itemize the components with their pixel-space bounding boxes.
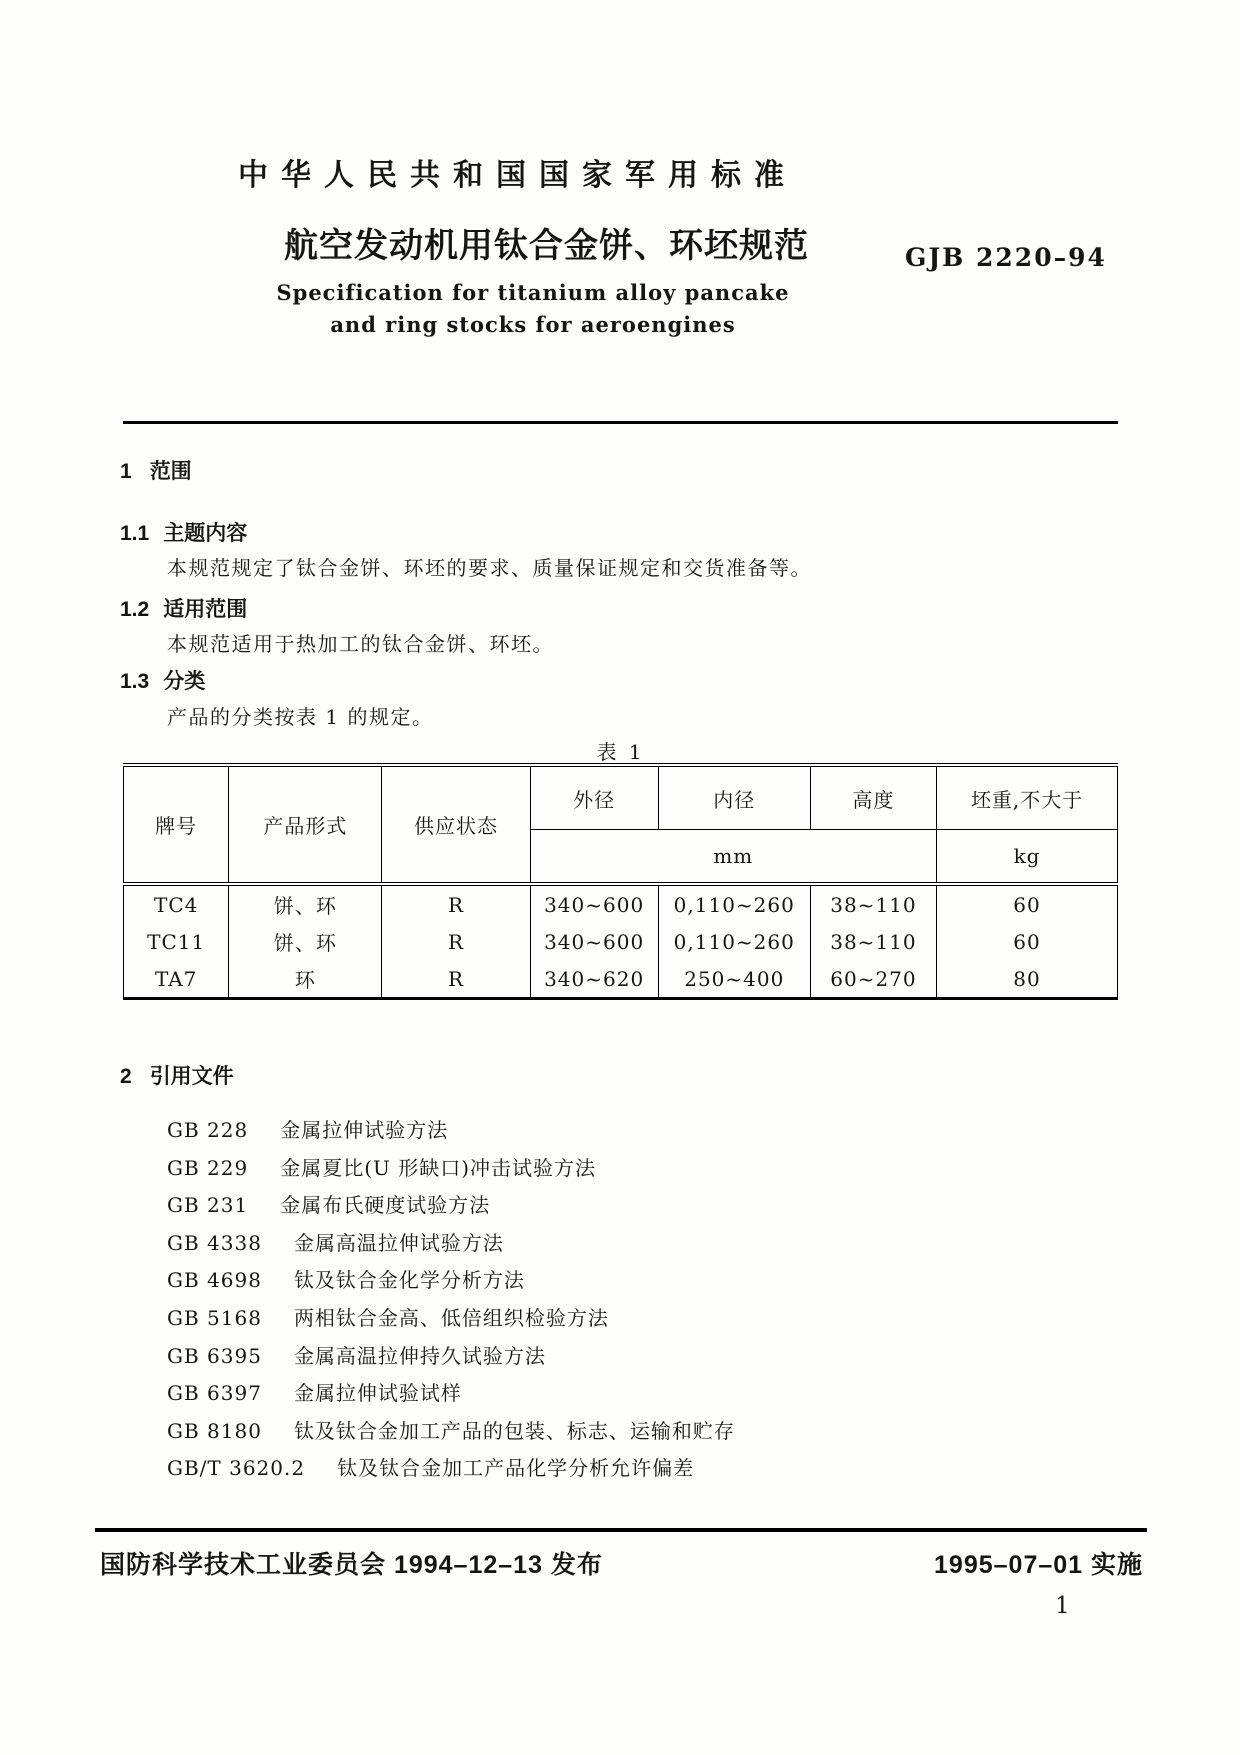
section-1-3-paragraph: 产品的分类按表 1 的规定。 <box>167 705 434 729</box>
reference-code: GB 229 <box>167 1155 249 1180</box>
reference-title: 金属拉伸试验方法 <box>280 1118 449 1142</box>
cell-form: 饼、环 <box>229 923 382 960</box>
cell-weight: 60 <box>937 884 1118 923</box>
unit-header-mm: mm <box>530 830 937 885</box>
reference-code: GB 4338 <box>167 1230 262 1255</box>
col-header-supply-state: 供应状态 <box>382 765 530 884</box>
section-1-2-heading <box>120 593 247 623</box>
section-number: 1 <box>120 460 132 483</box>
unit-header-kg: kg <box>937 830 1118 885</box>
standard-type-header: 中华人民共和国国家军用标准 <box>238 159 797 192</box>
table-row <box>124 960 1118 999</box>
reference-title: 金属夏比(U 形缺口)冲击试验方法 <box>280 1155 597 1180</box>
reference-code: GB 4698 <box>167 1268 262 1293</box>
col-header-grade: 牌号 <box>124 765 229 884</box>
list-item <box>167 1413 735 1451</box>
cell-weight: 80 <box>937 960 1118 999</box>
referenced-documents-list <box>167 1112 735 1488</box>
reference-title: 金属布氏硬度试验方法 <box>280 1193 491 1218</box>
list-item <box>167 1300 735 1338</box>
issued-by-statement: 国防科学技术工业委员会 1994–12–13 发布 <box>100 1551 603 1579</box>
col-header-product-form: 产品形式 <box>229 765 382 884</box>
reference-code: GB 228 <box>167 1118 249 1142</box>
document-title-en-line2: and ring stocks for aeroengines <box>330 312 736 337</box>
section-number: 1.2 <box>120 598 150 621</box>
reference-title: 两相钛合金高、低倍组织检验方法 <box>293 1305 609 1330</box>
section-1-2-paragraph: 本规范适用于热加工的钛合金饼、环坯。 <box>167 632 554 656</box>
col-header-weight: 坯重,不大于 <box>937 765 1118 830</box>
cell-state: R <box>382 884 530 923</box>
list-item <box>167 1338 735 1376</box>
document-title-cn: 航空发动机用钛合金饼、环坯规范 <box>284 227 809 265</box>
list-item <box>167 1112 735 1150</box>
reference-title: 钛及钛合金加工产品化学分析允许偏差 <box>337 1456 695 1481</box>
table-1-caption: 表 1 <box>596 740 645 764</box>
section-number: 1.3 <box>120 670 150 693</box>
section-2-heading <box>120 1060 234 1090</box>
section-label: 引用文件 <box>149 1065 234 1088</box>
col-header-outer-diameter: 外径 <box>530 765 658 830</box>
section-1-heading <box>120 455 192 485</box>
section-1-3-heading <box>120 665 205 695</box>
col-header-height: 高度 <box>810 765 936 830</box>
cell-state: R <box>382 923 530 960</box>
section-number: 1.1 <box>120 522 150 545</box>
list-item <box>167 1187 735 1225</box>
cell-grade: TC11 <box>124 923 229 960</box>
reference-title: 金属拉伸试验试样 <box>293 1381 462 1406</box>
footer-divider-rule <box>95 1528 1147 1532</box>
list-item <box>167 1450 735 1488</box>
cell-weight: 60 <box>937 923 1118 960</box>
cell-od: 340~620 <box>530 960 658 999</box>
cell-od: 340~600 <box>530 884 658 923</box>
document-title-en-line1: Specification for titanium alloy pancake <box>276 280 790 305</box>
implementation-date: 1995–07–01 实施 <box>934 1551 1143 1579</box>
list-item <box>167 1150 735 1188</box>
page-number: 1 <box>1055 1593 1070 1619</box>
cell-height: 60~270 <box>810 960 936 999</box>
reference-title: 钛及钛合金加工产品的包装、标志、运输和贮存 <box>293 1418 735 1443</box>
cell-grade: TA7 <box>124 960 229 999</box>
reference-title: 金属高温拉伸试验方法 <box>293 1230 504 1255</box>
table-row <box>124 923 1118 960</box>
list-item <box>167 1225 735 1263</box>
reference-code: GB 5168 <box>167 1305 262 1330</box>
reference-code: GB 6397 <box>167 1381 262 1406</box>
standard-number: GJB 2220–94 <box>905 243 1107 272</box>
cell-id: 0,110~260 <box>658 884 810 923</box>
cell-height: 38~110 <box>810 923 936 960</box>
reference-code: GB 8180 <box>167 1418 262 1443</box>
reference-code: GB 231 <box>167 1193 249 1218</box>
header-divider-rule <box>123 421 1118 424</box>
cell-form: 环 <box>229 960 382 999</box>
cell-id: 0,110~260 <box>658 923 810 960</box>
reference-title: 钛及钛合金化学分析方法 <box>293 1268 525 1293</box>
section-label: 分类 <box>163 670 206 693</box>
cell-id: 250~400 <box>658 960 810 999</box>
section-label: 适用范围 <box>163 598 248 621</box>
section-1-1-heading <box>120 517 247 547</box>
section-label: 主题内容 <box>163 522 248 545</box>
classification-table <box>123 763 1118 1000</box>
reference-code: GB/T 3620.2 <box>167 1456 306 1481</box>
section-1-1-paragraph: 本规范规定了钛合金饼、环坯的要求、质量保证规定和交货准备等。 <box>167 556 812 580</box>
table-row <box>124 884 1118 923</box>
cell-height: 38~110 <box>810 884 936 923</box>
cell-od: 340~600 <box>530 923 658 960</box>
cell-grade: TC4 <box>124 884 229 923</box>
list-item <box>167 1262 735 1300</box>
list-item <box>167 1375 735 1413</box>
col-header-inner-diameter: 内径 <box>658 765 810 830</box>
reference-title: 金属高温拉伸持久试验方法 <box>293 1343 546 1368</box>
cell-form: 饼、环 <box>229 884 382 923</box>
section-label: 范围 <box>149 460 192 483</box>
reference-code: GB 6395 <box>167 1343 262 1368</box>
section-number: 2 <box>120 1065 132 1088</box>
cell-state: R <box>382 960 530 999</box>
